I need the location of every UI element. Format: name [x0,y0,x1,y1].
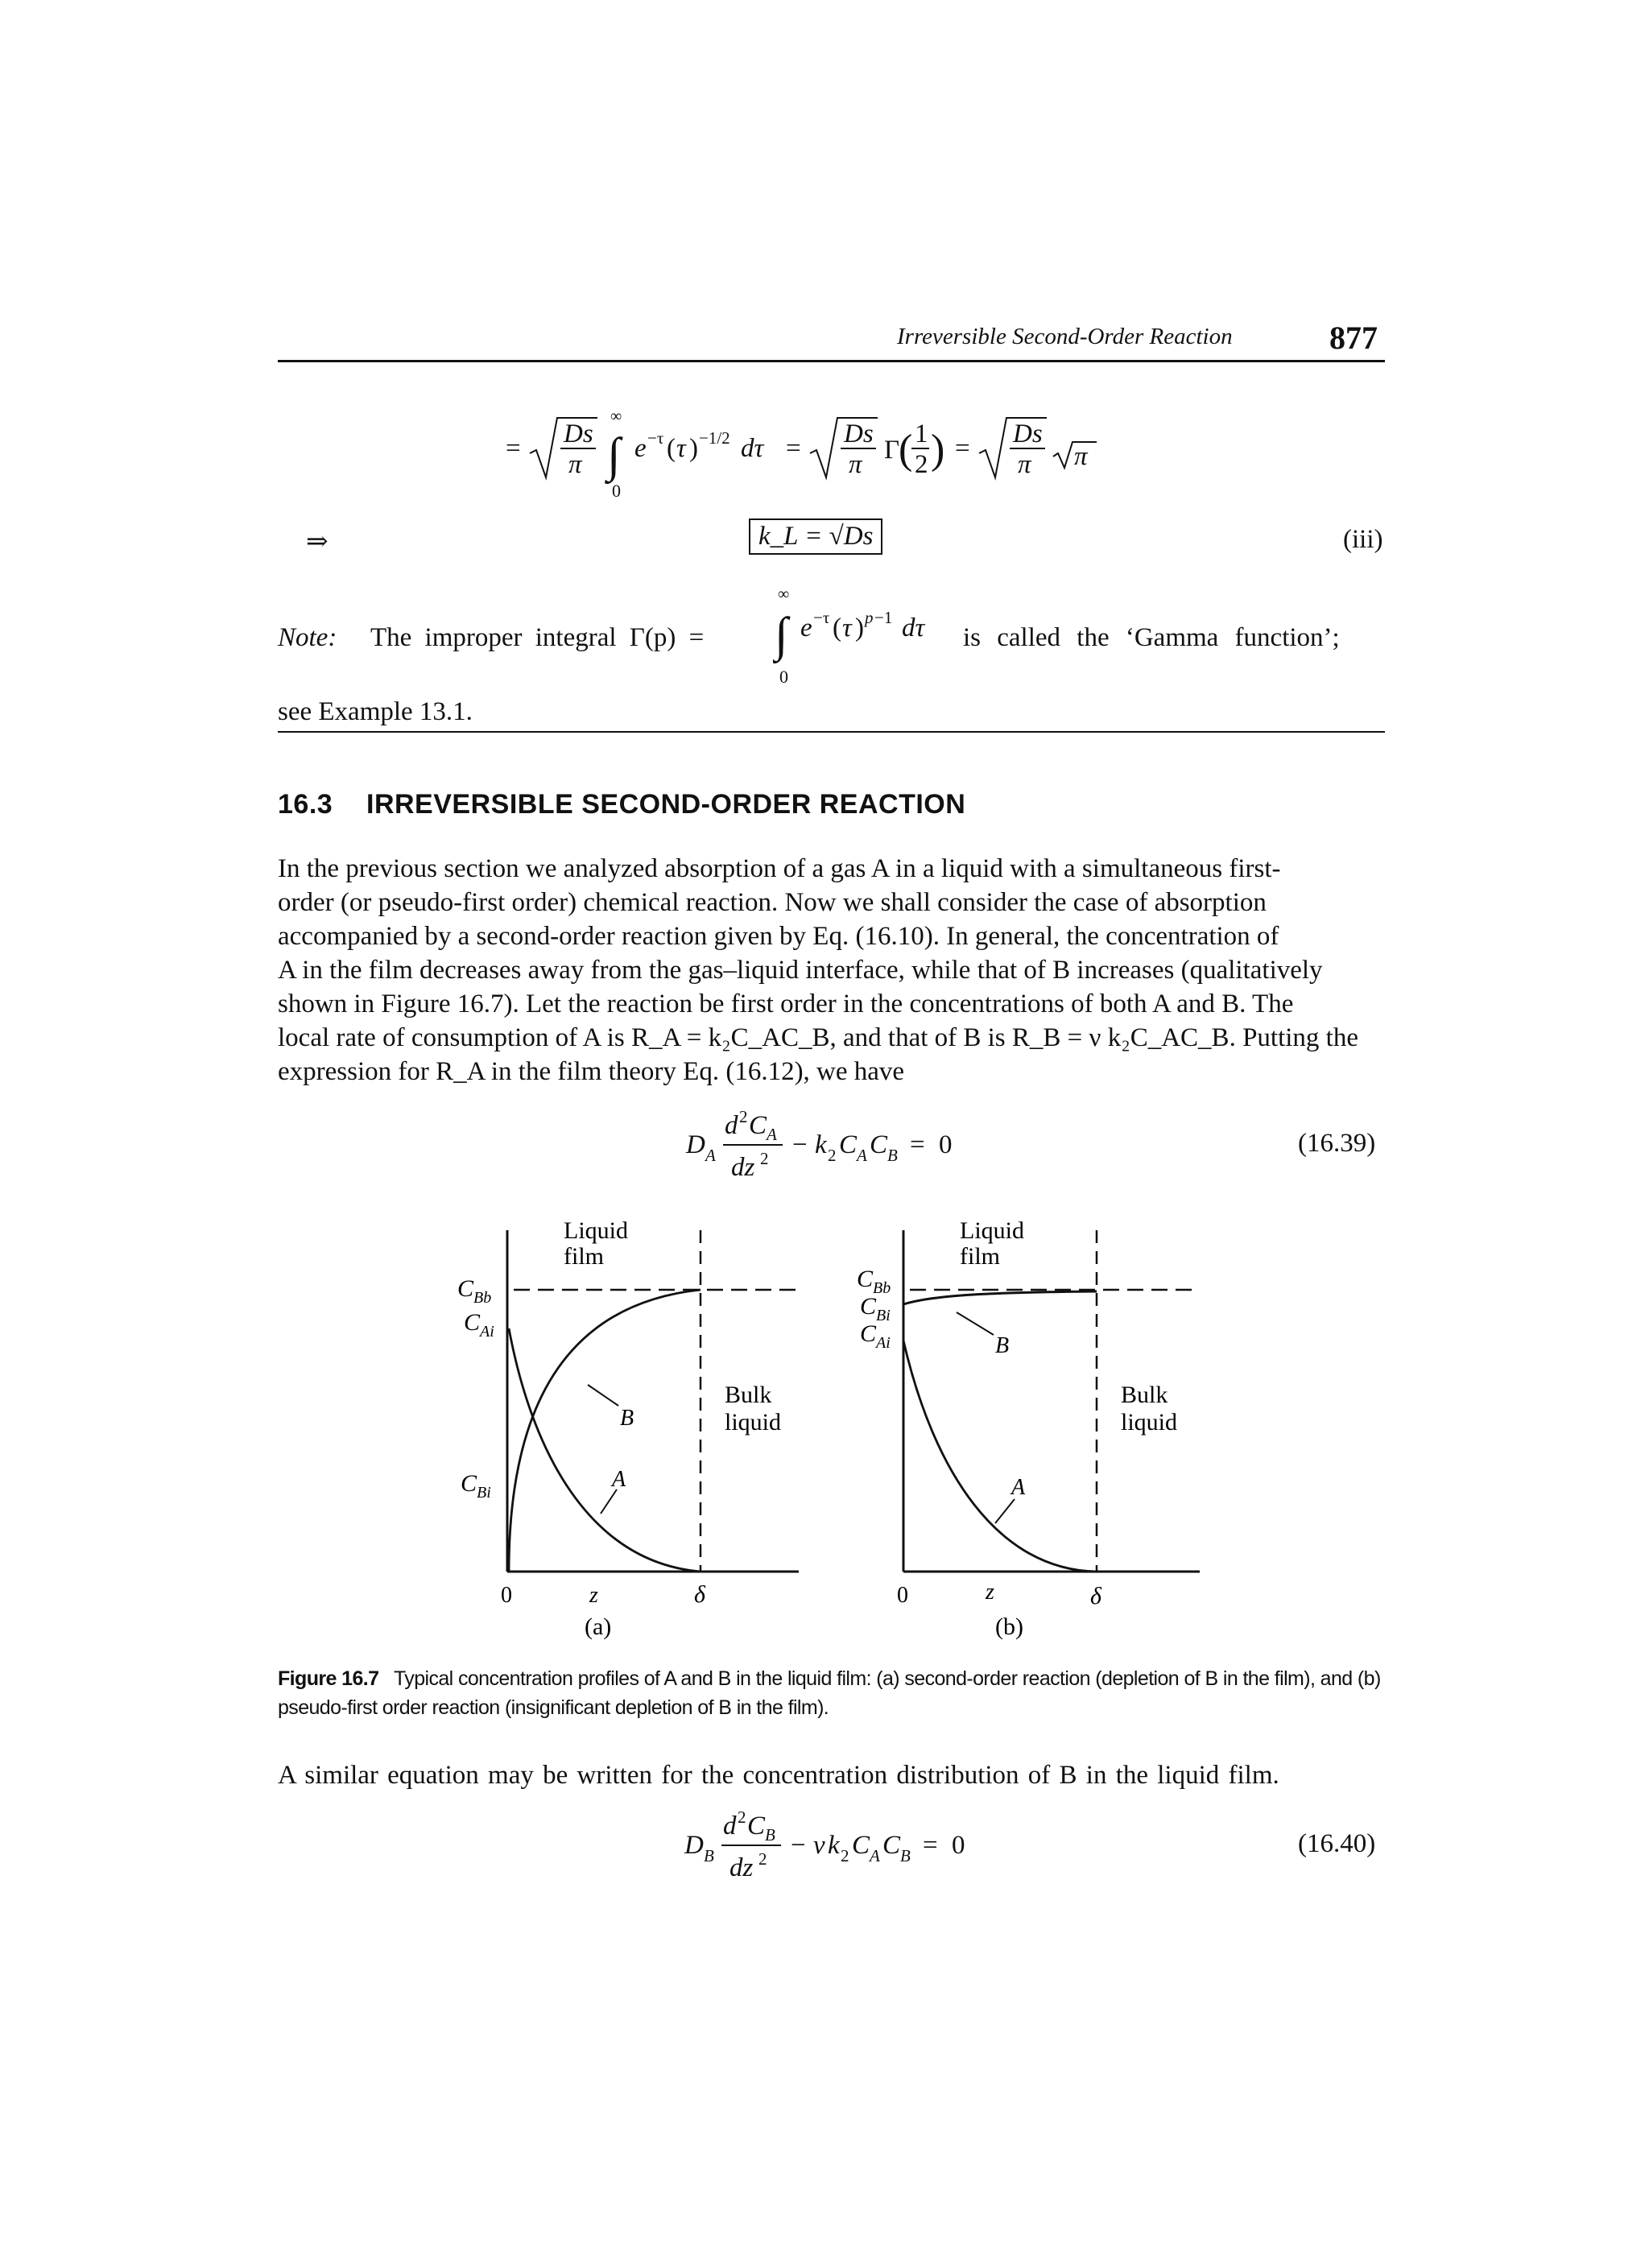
svg-text:): ) [689,434,698,463]
panel-b [857,1217,1200,1640]
equation-16-39-number: (16.39) [1298,1129,1376,1158]
header-rule [278,360,1385,362]
panel-b-x-z: z [986,1580,994,1605]
panel-b-liquid-film-line-2: film [960,1243,1000,1270]
svg-text:dτ: dτ [902,613,925,642]
figure-16-7 [451,1208,1224,1642]
svg-text:π: π [1074,442,1088,471]
svg-text:B: B [900,1846,911,1865]
svg-text:=: = [506,434,521,463]
svg-text:0: 0 [779,667,788,687]
svg-text:−1: −1 [874,608,893,627]
boxed-result: k_L = √Ds [749,518,882,555]
svg-text:2: 2 [739,1107,748,1126]
svg-text:dτ: dτ [741,434,764,463]
note-label: Note: [278,623,337,652]
svg-text:e: e [634,434,647,463]
panel-a-x-z: z [589,1583,598,1608]
svg-text:π: π [849,450,862,479]
panel-b-curve-a-label: A [1011,1475,1026,1500]
svg-text:k: k [815,1130,827,1159]
panel-a-bulk-liquid-line-2: liquid [725,1409,782,1436]
panel-b-bulk-liquid-line-2: liquid [1121,1409,1178,1436]
panel-b-label: (b) [995,1613,1023,1640]
svg-text:∞: ∞ [610,407,622,425]
panel-a-liquid-film-line-1: Liquid [564,1217,628,1244]
panel-b-x-zero: 0 [897,1583,908,1608]
svg-text:2: 2 [760,1149,769,1168]
panel-a-liquid-film-line-2: film [564,1243,604,1270]
svg-text:=: = [955,434,970,463]
panel-a-a-leader [601,1489,617,1514]
svg-text:Ds: Ds [564,419,593,448]
svg-text:τ: τ [676,434,686,463]
panel-a-label: (a) [585,1613,612,1640]
panel-b-label-cbb: $C_{Bb}$ [857,1266,891,1297]
svg-text:B: B [887,1146,898,1165]
equation-16-39 [683,1103,989,1192]
top-equation-graphic [499,407,1127,503]
svg-text:d: d [725,1111,738,1140]
figure-caption-label: Figure 16.7 [278,1667,379,1690]
panel-b-curve-b-label: B [995,1333,1010,1358]
svg-text:D: D [686,1130,705,1159]
note-integral-graphic [773,573,982,694]
panel-a-bulk-liquid-line-1: Bulk [725,1382,772,1408]
panel-b-liquid-film-line-1: Liquid [960,1217,1024,1244]
svg-text:−τ: −τ [813,608,830,627]
panel-a-label-cbi: $C_{Bi}$ [461,1470,491,1502]
svg-text:−1/2: −1/2 [699,428,730,448]
svg-text:C: C [870,1130,888,1159]
svg-text:Γ: Γ [884,436,900,465]
panel-a-x-zero: 0 [501,1583,512,1608]
svg-text:=: = [910,1130,925,1159]
svg-text:∫: ∫ [607,428,621,481]
figure-caption [278,1664,1385,1722]
svg-text:B: B [765,1825,775,1845]
svg-text:=: = [923,1831,938,1860]
svg-text:): ) [855,613,864,642]
svg-text:0: 0 [952,1831,965,1860]
svg-text:k: k [828,1831,840,1860]
svg-text:0: 0 [939,1130,953,1159]
svg-text:π: π [568,450,582,479]
svg-text:2: 2 [738,1807,746,1827]
panel-b-x-delta: δ [1090,1583,1101,1609]
panel-b-label-cbi: $C_{Bi}$ [860,1293,891,1324]
section-title: IRREVERSIBLE SECOND-ORDER REACTION [366,789,966,820]
equation-label-iii: (iii) [1343,525,1383,554]
svg-text:C: C [882,1831,901,1860]
panel-b-curve-b [903,1291,1097,1304]
svg-text:dz: dz [729,1853,754,1882]
panel-a-curve-b-label: B [620,1406,634,1431]
svg-text:π: π [1018,450,1031,479]
svg-text:e: e [800,613,812,642]
implies-arrow: ⇒ [306,527,329,556]
panel-b-curve-a [903,1341,1097,1572]
paragraph-1-line: In the previous section we analyzed absorption of a gas A in a liquid with a simultaneous first- [278,854,1281,883]
figure-16-7-graphic [451,1208,1224,1642]
svg-text:p: p [865,608,874,627]
svg-text:2: 2 [828,1146,837,1165]
svg-text:(: ( [667,434,676,463]
paragraph-1-line: accompanied by a second-order reaction given by Eq. (16.10). In general, the concentration of [278,922,1279,951]
section-number: 16.3 [278,789,333,820]
svg-text:C: C [749,1111,767,1140]
note-integral [773,573,982,694]
paragraph-2 [278,1758,1385,1792]
svg-text:C: C [839,1130,858,1159]
figure-caption-text: Typical concentration profiles of A and B in the liquid film: (a) second-order reaction (depletion of B in the film), and (b) pseudo-first order reaction (insignificant depletion of B in the film). [278,1667,1381,1719]
panel-a-label-cai: $C_{Ai}$ [464,1309,494,1341]
svg-text:A: A [870,1846,880,1865]
panel-a [457,1217,799,1640]
paragraph-1-line: order (or pseudo-first order) chemical reaction. Now we shall consider the case of absorption [278,888,1267,917]
paragraph-1 [278,852,1385,1089]
equation-16-39-graphic [683,1103,989,1192]
svg-text:∫: ∫ [775,608,788,661]
svg-text:2: 2 [915,450,928,479]
panel-a-x-delta: δ [694,1581,705,1608]
svg-text:2: 2 [841,1846,849,1865]
svg-text:(: ( [899,427,913,473]
svg-text:dz: dz [731,1153,755,1182]
note-text-before: The improper integral Γ(p) = [370,623,705,652]
panel-a-b-leader [588,1385,618,1406]
paragraph-1-line: A in the film decreases away from the gas–liquid interface, while that of B increases (qualitatively [278,956,1323,985]
svg-text:1: 1 [915,419,928,448]
panel-a-curve-a [509,1328,701,1572]
svg-text:C: C [852,1831,870,1860]
svg-text:0: 0 [612,481,621,501]
note-text-after: is called the ‘Gamma function’; [963,623,1340,652]
svg-text:(: ( [833,613,841,642]
paragraph-1-line: expression for R_A in the film theory Eq. (16.12), we have [278,1057,905,1086]
equation-16-40-number: (16.40) [1298,1829,1376,1858]
svg-text:Ds: Ds [844,419,874,448]
svg-text:−: − [792,1130,808,1159]
note-rule [278,731,1385,733]
svg-text:Ds: Ds [1013,419,1043,448]
svg-text:=: = [786,434,801,463]
svg-text:A: A [767,1125,777,1144]
paragraph-1-line: local rate of consumption of A is R_A = k₂C_AC_B, and that of B is R_B = ν k₂C_AC_B. Putting the [278,1023,1358,1052]
page-number: 877 [1329,320,1378,356]
svg-text:−: − [791,1831,806,1860]
paragraph-2-text: A similar equation may be written for the concentration distribution of B in the liquid film. [278,1761,1279,1790]
panel-b-b-leader [957,1312,994,1335]
svg-text:∞: ∞ [778,585,790,603]
equation-16-40 [681,1803,1003,1892]
svg-text:ν: ν [813,1831,825,1860]
svg-text:): ) [931,427,945,473]
svg-text:D: D [684,1831,704,1860]
svg-text:τ: τ [842,613,852,642]
svg-text:A: A [705,1146,716,1165]
equation-16-40-graphic [681,1803,1003,1892]
top-equation [499,407,1127,503]
svg-text:C: C [747,1812,766,1840]
note-continuation: see Example 13.1. [278,697,473,726]
panel-b-label-cai: $C_{Ai}$ [860,1320,891,1352]
svg-text:B: B [704,1846,714,1865]
svg-text:d: d [723,1812,737,1840]
panel-a-label-cbb: $C_{Bb}$ [457,1275,492,1307]
svg-text:2: 2 [758,1849,767,1869]
running-head: Irreversible Second-Order Reaction [897,324,1233,349]
svg-text:−τ: −τ [647,428,664,448]
svg-text:A: A [857,1146,867,1165]
panel-b-bulk-liquid-line-1: Bulk [1121,1382,1168,1408]
paragraph-1-line: shown in Figure 16.7). Let the reaction be first order in the concentrations of both A and B. The [278,989,1294,1018]
panel-b-a-leader [995,1499,1015,1523]
panel-a-curve-a-label: A [612,1467,626,1492]
